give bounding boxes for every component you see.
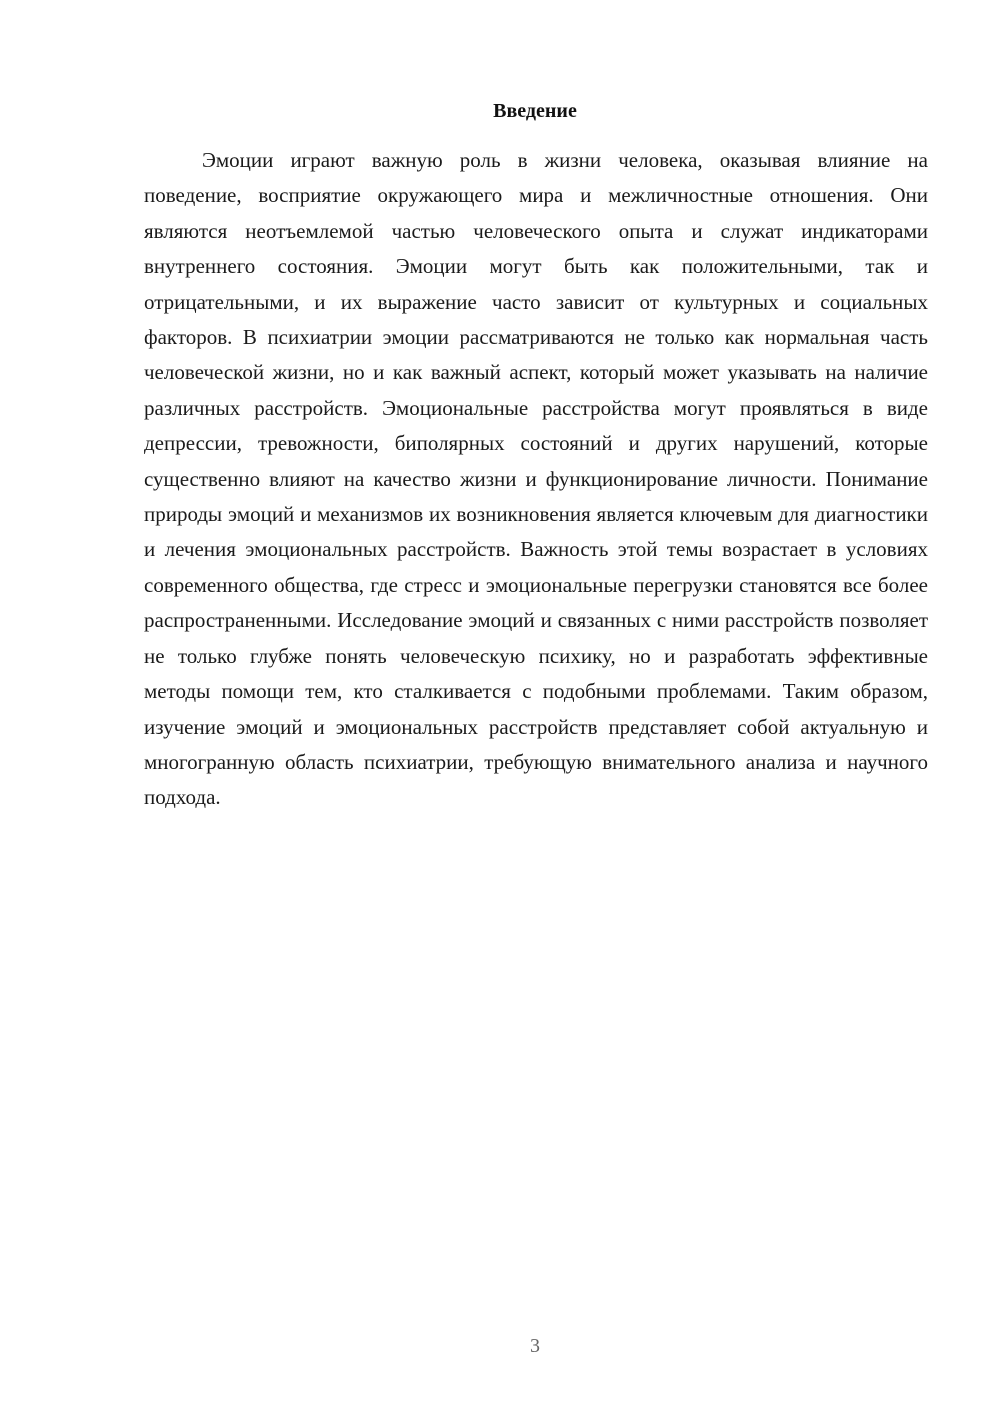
- page-number: 3: [530, 1335, 540, 1357]
- section-heading: Введение: [493, 100, 577, 122]
- body-paragraph: Эмоции играют важную роль в жизни человека, оказывая влияние на поведение, восприятие окружающего мира и межличностные отношения. Они являются неотъемлемой частью человеческого опыта и служат индикаторами внутреннего состояния. Эмоции могут быть как положительными, так и отрицательными, и их выражение часто зависит от культурных и социальных факторов. В психиатрии эмоции рассматриваются не только как нормальная часть человеческой жизни, но и как важный аспект, который может указывать на наличие различных расстройств. Эмоциональные расстройства могут проявляться в виде депрессии, тревожности, биполярных состояний и других нарушений, которые существенно влияют на качество жизни и функционирование личности. Понимание природы эмоций и механизмов их возникновения является ключевым для диагностики и лечения эмоциональных расстройств. Важность этой темы возрастает в условиях современного общества, где стресс и эмоциональные перегрузки становятся все более распространенными. Исследование эмоций и связанных с ними расстройств позволяет не только глубже понять человеческую психику, но и разработать эффективные методы помощи тем, кто сталкивается с подобными проблемами. Таким образом, изучение эмоций и эмоциональных расстройств представляет собой актуальную и многогранную область психиатрии, требующую внимательного анализа и научного подхода.: [144, 148, 928, 810]
